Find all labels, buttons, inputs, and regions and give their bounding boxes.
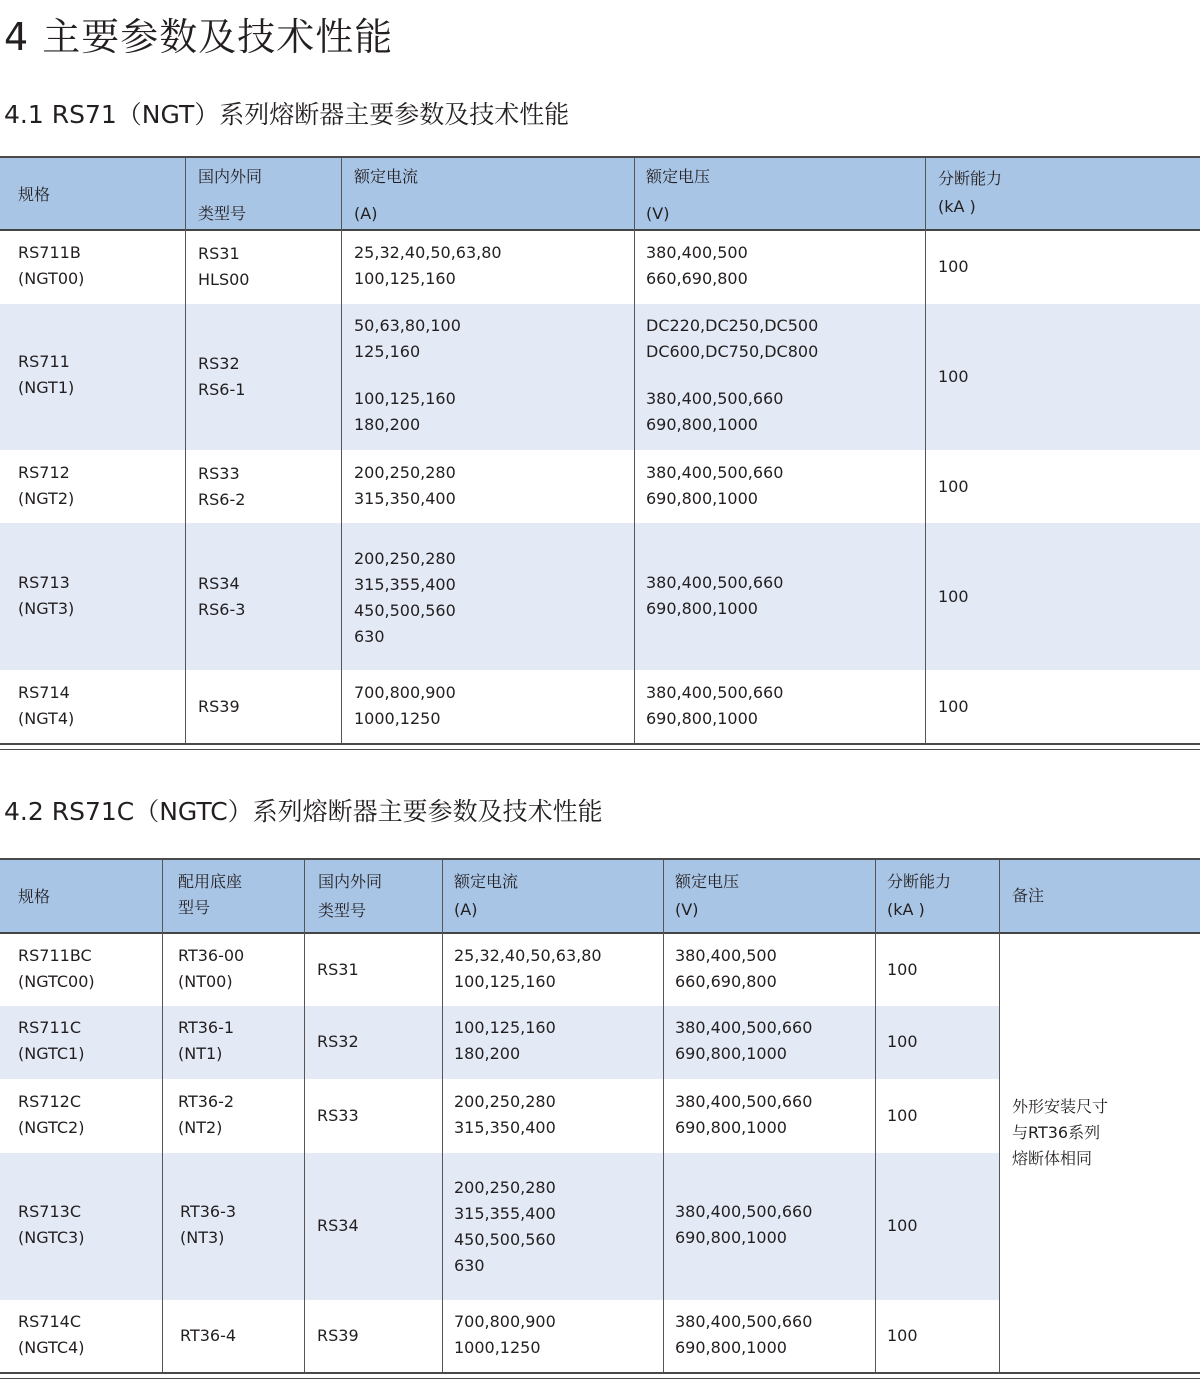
cell-spec: RS711: [18, 352, 70, 371]
header-base-line1: 配用底座: [178, 872, 243, 891]
cell-equiv: RS34: [317, 1216, 359, 1235]
header-equiv-line1: 国内外同: [318, 872, 383, 891]
cell-breaking: 100: [887, 1106, 918, 1125]
cell-breaking: 100: [938, 477, 969, 496]
cell-equiv: RS32: [198, 354, 240, 373]
section1-title: 4.1 RS71（NGT）系列熔断器主要参数及技术性能: [4, 100, 570, 129]
cell-equiv: RS31: [317, 960, 359, 979]
cell-spec: RS711C: [18, 1018, 81, 1037]
cell-current: 200,250,280: [354, 549, 456, 568]
cell-spec: RS711B: [18, 243, 81, 262]
header-breaking-line1: 分断能力: [887, 872, 952, 891]
cell-current: 100,125,160: [454, 972, 556, 991]
cell-voltage: 690,800,1000: [675, 1118, 787, 1137]
table-row: [0, 523, 1200, 670]
column-divider: [304, 860, 305, 1372]
column-divider: [925, 158, 926, 743]
header-base-line2: 型号: [178, 898, 211, 917]
cell-voltage: 380,400,500,660: [646, 389, 784, 408]
cell-breaking: 100: [938, 697, 969, 716]
cell-spec-code: (NGT2): [18, 489, 75, 508]
header-voltage-line2: (V): [675, 900, 699, 919]
cell-base: RT36-4: [180, 1326, 237, 1345]
cell-spec-code: (NGTC3): [18, 1228, 85, 1247]
cell-base: RT36-00: [178, 946, 245, 965]
column-divider: [162, 860, 163, 1372]
cell-spec: RS712C: [18, 1092, 81, 1111]
cell-current: 180,200: [354, 415, 421, 434]
table-header-row: [0, 158, 1200, 229]
cell-spec-code: (NGTC00): [18, 972, 95, 991]
cell-voltage: 380,400,500,660: [675, 1018, 813, 1037]
cell-breaking: 100: [938, 257, 969, 276]
cell-voltage: 380,400,500,660: [646, 683, 784, 702]
cell-voltage: 380,400,500,660: [675, 1202, 813, 1221]
cell-spec-code: (NGT3): [18, 599, 75, 618]
cell-voltage: 690,800,1000: [675, 1044, 787, 1063]
cell-spec: RS713C: [18, 1202, 81, 1221]
header-current-line2: (A): [454, 900, 478, 919]
cell-base: (NT2): [178, 1118, 223, 1137]
cell-current: 630: [354, 627, 385, 646]
header-current-line2: (A): [354, 204, 378, 223]
cell-breaking: 100: [887, 1326, 918, 1345]
header-voltage-line2: (V): [646, 204, 670, 223]
header-current-line1: 额定电流: [454, 872, 519, 891]
table-bottom-border: [0, 1372, 1200, 1374]
cell-spec-code: (NGTC1): [18, 1044, 85, 1063]
header-voltage-line1: 额定电压: [646, 167, 711, 186]
column-divider: [875, 860, 876, 1372]
cell-voltage: 380,400,500,660: [646, 463, 784, 482]
page-title: 4 主要参数及技术性能: [4, 15, 394, 59]
cell-spec-code: (NGTC4): [18, 1338, 85, 1357]
cell-voltage: DC220,DC250,DC500: [646, 316, 819, 335]
cell-breaking: 100: [887, 1216, 918, 1235]
cell-current: 450,500,560: [454, 1230, 556, 1249]
cell-voltage: 660,690,800: [646, 269, 748, 288]
cell-spec: RS711BC: [18, 946, 92, 965]
cell-current: 25,32,40,50,63,80: [454, 946, 602, 965]
header-voltage-line1: 额定电压: [675, 872, 740, 891]
table-row: [0, 1006, 1000, 1079]
cell-equiv: RS6-2: [198, 490, 246, 509]
cell-current: 25,32,40,50,63,80: [354, 243, 502, 262]
cell-equiv: RS39: [317, 1326, 359, 1345]
header-equiv-line2: 类型号: [198, 204, 247, 223]
cell-base: RT36-2: [178, 1092, 235, 1111]
header-equiv-line1: 国内外同: [198, 167, 263, 186]
cell-base: RT36-3: [180, 1202, 237, 1221]
cell-voltage: 380,400,500: [675, 946, 777, 965]
table-row: [0, 670, 1200, 743]
cell-current: 315,350,400: [354, 489, 456, 508]
cell-equiv: RS31: [198, 244, 240, 263]
header-breaking-line2: (kA ): [938, 197, 976, 216]
cell-spec-code: (NGTC2): [18, 1118, 85, 1137]
column-divider: [341, 158, 342, 743]
cell-voltage: 690,800,1000: [646, 599, 758, 618]
cell-current: 700,800,900: [454, 1312, 556, 1331]
cell-voltage: 380,400,500,660: [675, 1312, 813, 1331]
cell-current: 200,250,280: [354, 463, 456, 482]
header-spec: 规格: [18, 185, 51, 204]
cell-spec-code: (NGT1): [18, 378, 75, 397]
cell-breaking: 100: [887, 1032, 918, 1051]
column-divider: [185, 158, 186, 743]
cell-voltage: 690,800,1000: [675, 1338, 787, 1357]
cell-equiv: RS33: [317, 1106, 359, 1125]
cell-equiv: RS6-1: [198, 380, 246, 399]
table-row: [0, 1300, 1000, 1372]
cell-voltage: 380,400,500,660: [646, 573, 784, 592]
table-bottom-border: [0, 749, 1200, 750]
table-row: [0, 1153, 1000, 1300]
cell-base: RT36-1: [178, 1018, 235, 1037]
cell-current: 100,125,160: [354, 389, 456, 408]
table-row: [0, 1079, 1000, 1153]
remark-line: 与RT36系列: [1012, 1123, 1101, 1142]
cell-equiv: HLS00: [198, 270, 250, 289]
cell-spec-code: (NGT00): [18, 269, 85, 288]
cell-voltage: 660,690,800: [675, 972, 777, 991]
table-row: [0, 934, 1000, 1006]
table-row: [0, 304, 1200, 450]
table-bottom-border: [0, 1378, 1200, 1379]
table-bottom-border: [0, 743, 1200, 745]
column-divider: [663, 860, 664, 1372]
cell-base: (NT3): [180, 1228, 225, 1247]
header-remark: 备注: [1012, 886, 1045, 905]
cell-current: 180,200: [454, 1044, 521, 1063]
cell-current: 1000,1250: [454, 1338, 541, 1357]
cell-current: 630: [454, 1256, 485, 1275]
cell-current: 100,125,160: [454, 1018, 556, 1037]
cell-breaking: 100: [887, 960, 918, 979]
cell-current: 315,355,400: [454, 1204, 556, 1223]
cell-breaking: 100: [938, 367, 969, 386]
cell-current: 450,500,560: [354, 601, 456, 620]
header-equiv-line2: 类型号: [318, 901, 367, 920]
cell-voltage: 690,800,1000: [675, 1228, 787, 1247]
header-breaking-line1: 分断能力: [938, 169, 1003, 188]
table-header-row: [0, 860, 1200, 932]
cell-current: 700,800,900: [354, 683, 456, 702]
cell-current: 315,350,400: [454, 1118, 556, 1137]
column-divider: [634, 158, 635, 743]
cell-equiv: RS39: [198, 697, 240, 716]
cell-voltage: 380,400,500,660: [675, 1092, 813, 1111]
header-current-line1: 额定电流: [354, 167, 419, 186]
remark-line: 外形安装尺寸: [1012, 1097, 1109, 1116]
header-spec: 规格: [18, 887, 51, 906]
remark-line: 熔断体相同: [1012, 1149, 1093, 1168]
column-divider: [442, 860, 443, 1372]
cell-current: 125,160: [354, 342, 421, 361]
cell-current: 50,63,80,100: [354, 316, 461, 335]
cell-current: 315,355,400: [354, 575, 456, 594]
cell-equiv: RS32: [317, 1032, 359, 1051]
table-row: [0, 231, 1200, 304]
cell-current: 200,250,280: [454, 1178, 556, 1197]
cell-breaking: 100: [938, 587, 969, 606]
header-breaking-line2: (kA ): [887, 900, 925, 919]
cell-base: (NT1): [178, 1044, 223, 1063]
cell-current: 100,125,160: [354, 269, 456, 288]
cell-equiv: RS34: [198, 574, 240, 593]
cell-spec: RS714C: [18, 1312, 81, 1331]
cell-equiv: RS33: [198, 464, 240, 483]
cell-spec: RS713: [18, 573, 70, 592]
cell-voltage: 380,400,500: [646, 243, 748, 262]
cell-current: 200,250,280: [454, 1092, 556, 1111]
cell-spec: RS712: [18, 463, 70, 482]
cell-spec: RS714: [18, 683, 70, 702]
cell-voltage: 690,800,1000: [646, 489, 758, 508]
cell-spec-code: (NGT4): [18, 709, 75, 728]
cell-base: (NT00): [178, 972, 233, 991]
cell-voltage: 690,800,1000: [646, 709, 758, 728]
section2-title: 4.2 RS71C（NGTC）系列熔断器主要参数及技术性能: [4, 797, 603, 826]
cell-current: 1000,1250: [354, 709, 441, 728]
cell-voltage: DC600,DC750,DC800: [646, 342, 819, 361]
column-divider: [999, 860, 1000, 1372]
cell-voltage: 690,800,1000: [646, 415, 758, 434]
cell-equiv: RS6-3: [198, 600, 246, 619]
table-row: [0, 450, 1200, 523]
